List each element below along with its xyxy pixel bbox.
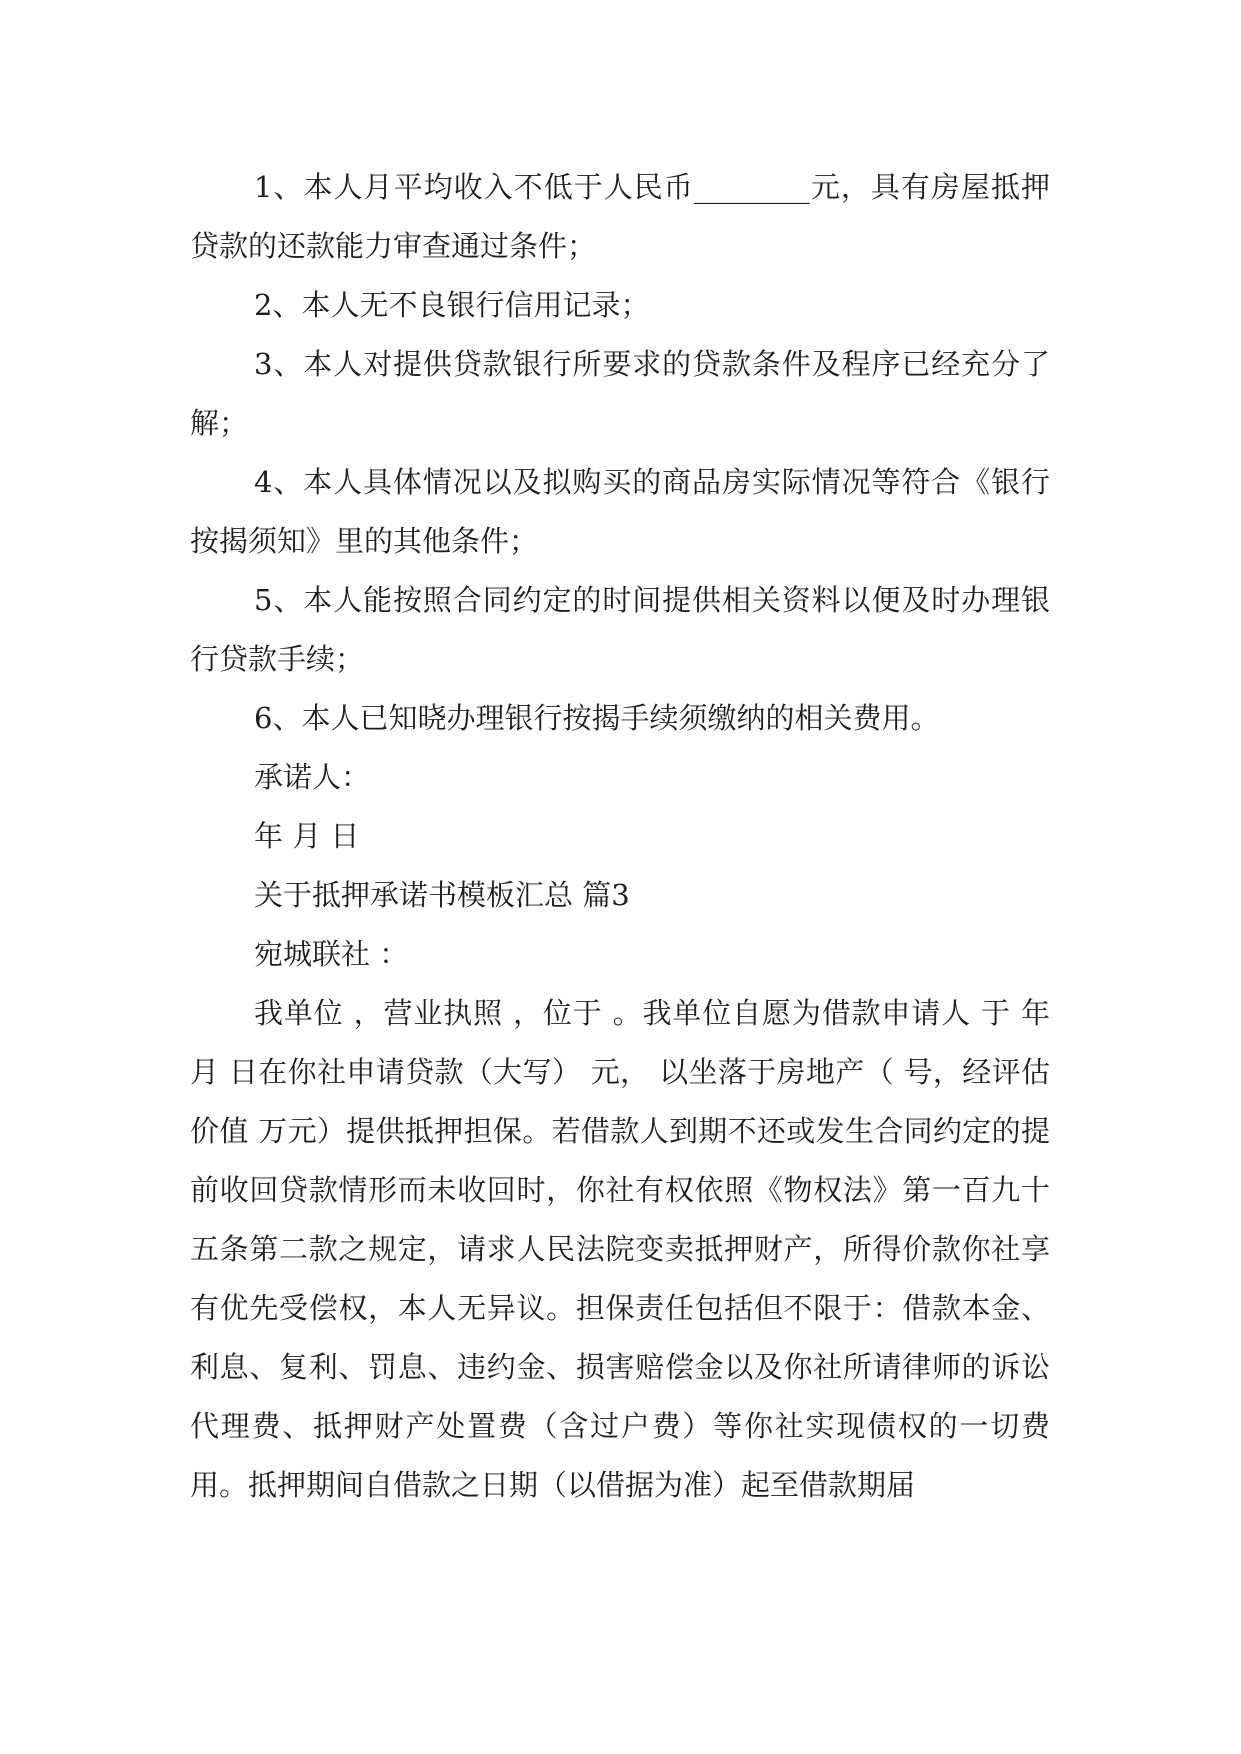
date-line: 年 月 日	[254, 819, 360, 853]
clause-2: 2、本人无不良银行信用记录；	[254, 288, 650, 322]
section-title: 关于抵押承诺书模板汇总 篇3	[254, 878, 630, 912]
clause-5: 5、本人能按照合同约定的时间提供相关资料以便及时办理银行贷款手续；	[190, 583, 1050, 676]
clause-6: 6、本人已知晓办理银行按揭手续须缴纳的相关费用。	[254, 701, 940, 735]
addressee: 宛城联社 ：	[254, 937, 409, 971]
clause-3: 3、本人对提供贷款银行所要求的贷款条件及程序已经充分了解；	[190, 347, 1050, 440]
body-paragraph: 我单位 ，营业执照 ，位于 。我单位自愿为借款申请人 于 年 月 日在你社申请贷款（大写） 元， 以坐落于房地产（ 号，经评估价值 万元）提供抵押担保。若借款人到期不还或发生合同约定的提前收回贷款情形而未收回时，你社有权依照《物权法》第一百九十五条第二款之规定，请求人民法院变卖抵押财产，所得价款你社享有优先受偿权，本人无异议。担保责任包括但不限于：借款本金、利息、复利、罚息、违约金、损害赔偿金以及你社所请律师的诉讼代理费、抵押财产处置费（含过户费）等你社实现债权的一切费用。抵押期间自借款之日期（以借据为准）起至借款期届	[190, 996, 1060, 1502]
promisor-label: 承诺人：	[254, 760, 371, 794]
document-body	[190, 158, 1060, 1515]
clause-1: 1、本人月平均收入不低于人民币________元，具有房屋抵押贷款的还款能力审查通过条件；	[190, 170, 1050, 263]
clause-4: 4、本人具体情况以及拟购买的商品房实际情况等符合《银行按揭须知》里的其他条件；	[190, 465, 1050, 558]
